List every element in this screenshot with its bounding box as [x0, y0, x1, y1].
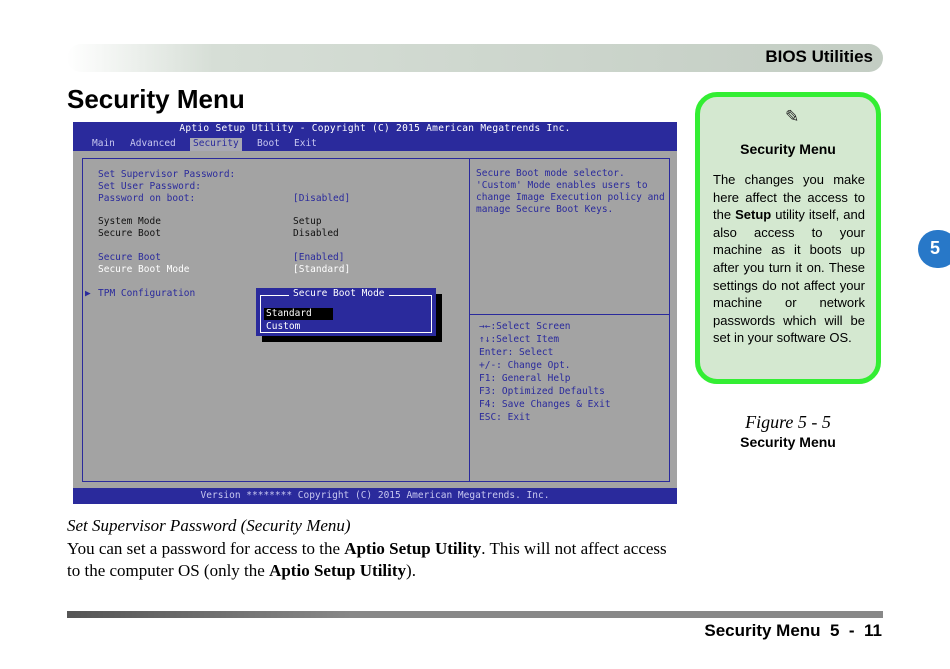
secure-boot-item[interactable]: Secure Boot: [98, 252, 161, 263]
password-on-boot-value[interactable]: [Disabled]: [293, 193, 351, 204]
note-body-bold: Setup: [735, 207, 772, 223]
secure-boot-item-value[interactable]: [Enabled]: [293, 252, 345, 263]
key-select-screen: →←:Select Screen: [479, 321, 571, 332]
footer-page-label: Security Menu 5 - 11: [704, 621, 882, 640]
panel-divider: [469, 159, 470, 481]
key-f4: F4: Save Changes & Exit: [479, 399, 611, 410]
triangle-right-icon: ▶: [85, 288, 91, 299]
footer-bar: [67, 611, 883, 618]
page-title: Security Menu: [67, 84, 245, 114]
popup-frame: [260, 295, 432, 333]
pencil-icon: ✎: [785, 107, 800, 126]
secure-boot-label: Secure Boot: [98, 228, 161, 239]
key-esc: ESC: Exit: [479, 412, 531, 423]
popup-title: Secure Boot Mode: [289, 288, 389, 300]
header-bar: [67, 44, 883, 72]
secure-boot-value: Disabled: [293, 228, 339, 239]
secure-boot-mode-item[interactable]: Secure Boot Mode: [98, 264, 190, 275]
tpm-configuration-item[interactable]: TPM Configuration: [98, 288, 196, 299]
figure-title: Security Menu: [740, 434, 836, 450]
tab-boot[interactable]: Boot: [257, 138, 280, 149]
tab-exit[interactable]: Exit: [294, 138, 317, 149]
note-body: [713, 171, 865, 347]
secure-boot-mode-popup[interactable]: [256, 288, 436, 336]
para-text-2: . This will not affect access to the computer OS (only the: [67, 539, 667, 580]
key-f3: F3: Optimized Defaults: [479, 386, 605, 397]
header-title: BIOS Utilities: [765, 47, 873, 66]
para-bold-1: Aptio Setup Utility: [344, 539, 482, 558]
help-divider: [470, 314, 669, 315]
tab-advanced[interactable]: Advanced: [130, 138, 176, 149]
section-paragraph: [67, 538, 683, 582]
key-legend: [479, 320, 611, 424]
set-user-password-item[interactable]: Set User Password:: [98, 181, 201, 192]
system-mode-value: Setup: [293, 216, 322, 227]
secure-boot-mode-value[interactable]: [Standard]: [293, 264, 351, 275]
chapter-number: 5: [930, 238, 941, 258]
note-box: [695, 92, 881, 384]
note-body-text-rest: utility itself, and also access to your machine as it boots up after you turn it on. These settings do not affect your machine or network passwords which will be set in your software OS.: [713, 207, 865, 346]
key-change-opt: +/-: Change Opt.: [479, 360, 571, 371]
popup-option-standard[interactable]: Standard: [264, 308, 333, 320]
key-enter: Enter: Select: [479, 347, 554, 358]
set-supervisor-password-item[interactable]: Set Supervisor Password:: [98, 169, 236, 180]
chapter-tab: [918, 230, 950, 268]
password-on-boot-item[interactable]: Password on boot:: [98, 193, 196, 204]
tab-main[interactable]: Main: [92, 138, 115, 149]
bios-screenshot: [73, 122, 677, 504]
note-body-text: The changes you make here affect the access to the: [713, 172, 865, 223]
bios-version-bar: Version ******** Copyright (C) 2015 American Megatrends. Inc.: [73, 488, 677, 504]
para-text-3: ).: [406, 561, 416, 580]
key-select-item: ↑↓:Select Item: [479, 334, 560, 345]
key-f1: F1: General Help: [479, 373, 571, 384]
bios-tab-bar: [73, 138, 677, 151]
bios-title-bar: Aptio Setup Utility - Copyright (C) 2015 American Megatrends Inc.: [73, 122, 677, 138]
para-bold-2: Aptio Setup Utility: [269, 561, 407, 580]
figure-label: Figure 5 - 5: [745, 412, 831, 432]
help-text: Secure Boot mode selector. 'Custom' Mode enables users to change Image Execution policy and manage Secure Boot Keys.: [476, 168, 665, 215]
system-mode-label: System Mode: [98, 216, 161, 227]
para-text-1: You can set a password for access to the: [67, 539, 345, 558]
tab-security[interactable]: Security: [190, 138, 242, 151]
section-heading: Set Supervisor Password (Security Menu): [67, 516, 351, 535]
popup-option-custom[interactable]: Custom: [266, 321, 301, 332]
note-title: Security Menu: [740, 141, 836, 157]
